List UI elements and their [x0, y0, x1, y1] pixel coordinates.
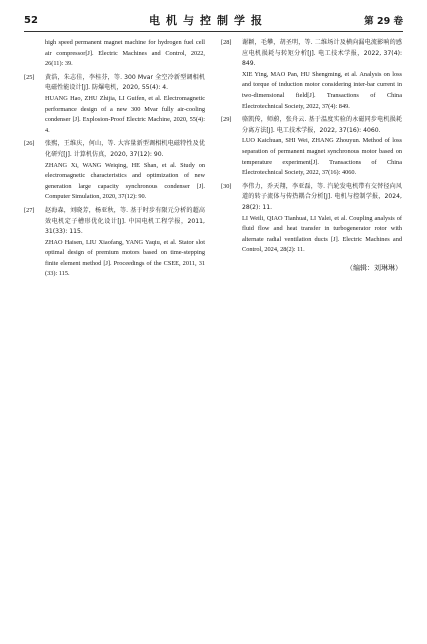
reference-chinese-text: 张熙，王维庆，何山，等. 大容量新型调相机电磁特性及优化研究[J]. 计算机仿真，2020, 37(12): 90.: [45, 140, 205, 158]
reference-chinese-text: 骆凯传，师蔚，张舟云. 基于温度实验的永磁同步电机损耗分离方法[J]. 电工技术学报，2022, 37(16): 4060.: [242, 116, 402, 134]
reference-english-text: ZHAO Haisen, LIU Xiaofang, YANG Yaqiu, et al. Stator slot optimal design of premium motors based on time-stepping finite element method [J]. Proceedings of the CSEE, 2011, 31 (33): 115.: [45, 238, 205, 278]
reference-entry: [221, 182, 402, 256]
reference-number: [26]: [24, 140, 35, 148]
reference-entry: [221, 38, 402, 112]
reference-chinese-text: 赵海森，刘晓芳，杨亚秋，等. 基于时步有限元分析的超高效电机定子槽形优化设计[J]. 中国电机工程学报，2011, 31(33): 115.: [45, 206, 205, 236]
left-column: [24, 38, 205, 283]
reference-chinese-text: 谢颖，毛攀，胡圣明，等. 二维场计及横向漏电流影响的感应电机损耗与转矩分析[J]. 电工技术学报，2022, 37(4): 849.: [242, 39, 402, 68]
reference-english-text: HUANG Hao, ZHU Zhijia, LI Guifen, et al. Electromagnetic performance design of a new 300 Mvar fully air-cooling condenser [J]. Explosion-Proof Electric Machine, 2020, 55(4): 4.: [45, 94, 205, 134]
right-column: [221, 38, 402, 283]
reference-text: [45, 139, 205, 203]
reference-number: [30]: [221, 182, 232, 190]
reference-english-text: high speed permanent magnet machine for hydrogen fuel cell air compressor[J]. Electric Machines and Control, 2022, 26(11): 39.: [45, 39, 205, 68]
reference-text: [45, 206, 205, 280]
reference-number: [28]: [221, 39, 232, 46]
reference-english-text: ZHANG Xi, WANG Weiqing, HE Shan, et al. Study on electromagnetic characteristics and optimization of new generation large capacity synchronous condenser [J]. Computer Simulation, 2020, 37(12): 90.: [45, 161, 205, 201]
reference-entry: [24, 38, 205, 70]
reference-entry: [24, 206, 205, 280]
editor-note: （编辑：刘琳琳）: [346, 263, 402, 272]
reference-english-text: LI Weili, QIAO Tianhuai, LI Yalei, et al. Coupling analysis of fluid flow and heat transfer in turbogenerator rotor with alternate radial ventilation ducts [J]. Electric Machines and Control, 2024, 28(2): 11.: [242, 214, 402, 254]
header-divider: [24, 31, 403, 32]
reference-number: [25]: [24, 73, 35, 81]
reference-english-text: XIE Ying, MAO Pan, HU Shengming, et al. Analysis on loss and torque of induction motor considering inter-bar current in two-dimensional field[J]. Transactions of China Electrotechnical Society, 2022, 37(4): 849.: [242, 70, 402, 110]
reference-entry: [24, 139, 205, 203]
reference-text: [45, 38, 205, 70]
reference-number: [27]: [24, 206, 35, 214]
reference-entry: [221, 115, 402, 179]
references-columns: [24, 38, 403, 283]
reference-text: [242, 38, 402, 112]
reference-english-text: LUO Kaichuan, SHI Wei, ZHANG Zhouyun. Method of loss separation of permanent magnet synchronous motor based on temperature experiment[J]. Transactions of China Electrotechnical Society, 2022, 37(16): 4060.: [242, 137, 402, 177]
page-number: 52: [24, 14, 38, 26]
page-header: [24, 10, 403, 30]
reference-chinese-text: 黄浩，朱志佳，李桂芬，等. 300 Mvar 全空冷新型调相机电磁性能设计[J]. 防爆电机，2020, 55(4): 4.: [45, 73, 205, 92]
reference-entry: [24, 73, 205, 137]
reference-number: [29]: [221, 116, 232, 124]
reference-chinese-text: 李伟力，乔天翔，李亚磊，等. 汽轮发电机带有交替径向风道的转子流体与传热耦合分析[J]. 电机与控制学报，2024, 28(2): 11.: [242, 182, 402, 211]
reference-text: [45, 73, 205, 137]
volume-label: 第 29 卷: [364, 16, 403, 27]
journal-title: 电机与控制学报: [149, 14, 268, 27]
reference-text: [242, 115, 402, 179]
reference-text: [242, 182, 402, 256]
